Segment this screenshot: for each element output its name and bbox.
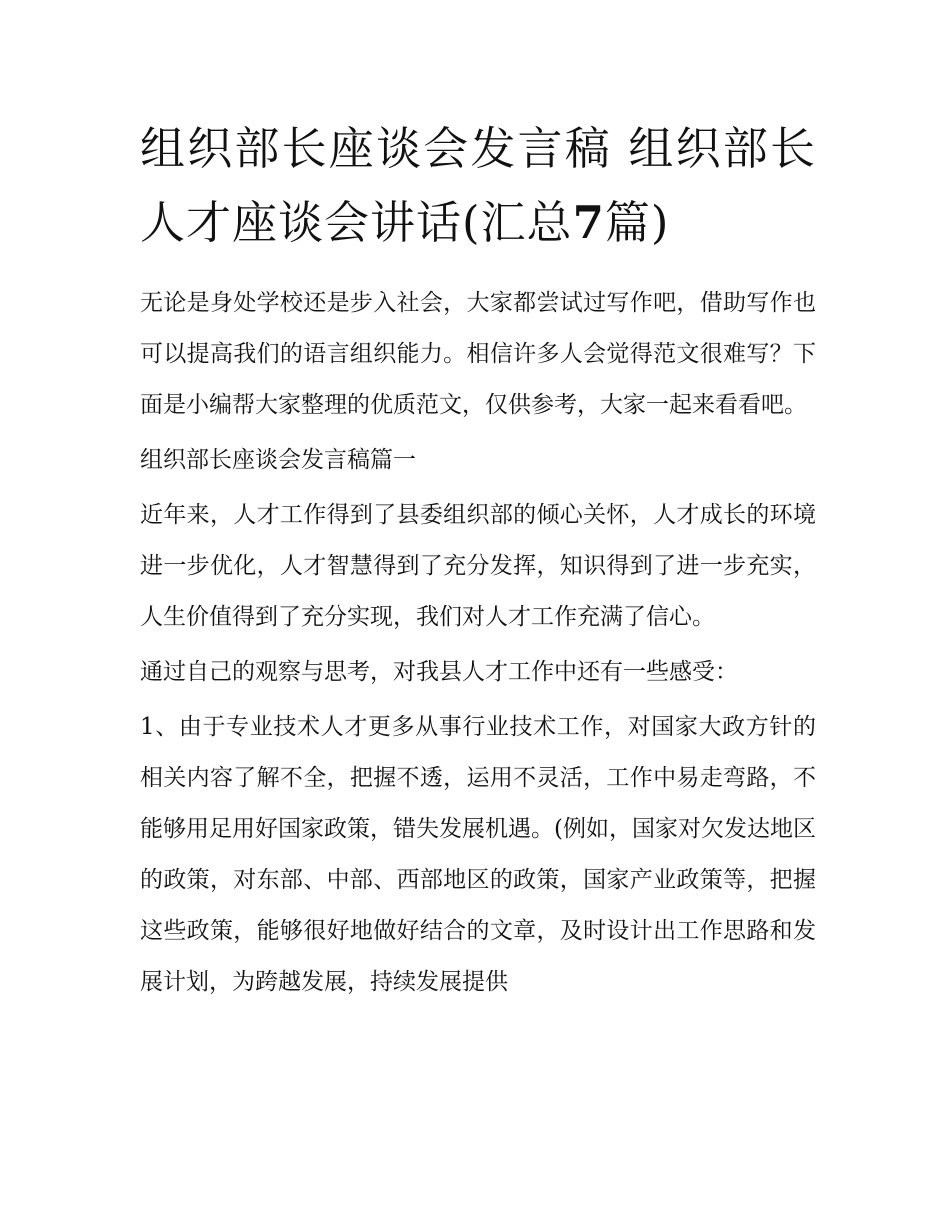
title-text: 组织部长座谈会发言稿 组织部长人才座谈会讲话(汇总 — [140, 122, 816, 249]
intro-paragraph: 无论是身处学校还是步入社会，大家都尝试过写作吧，借助写作也可以提高我们的语言组织能力。相信许多人会觉得范文很难写？下面是小编帮大家整理的优质范文，仅供参考，大家一起来看看吧。 — [140, 290, 816, 418]
body-paragraph-3: 1、由于专业技术人才更多从事行业技术工作，对国家大政方针的相关内容了解不全，把握不透，运用不灵活，工作中易走弯路，不能够用足用好国家政策，错失发展机遇。(例如，国家对欠发达地区的政策，对东部、中部、西部地区的政策，国家产业政策等，把握这些政策，能够很好地做好结合的文章，及时设计出工作思路和发展计划，为跨越发展，持续发展提供 — [140, 714, 816, 995]
section-heading: 组织部长座谈会发言稿篇一 — [140, 447, 416, 473]
document-content — [140, 112, 816, 1008]
body-paragraph-1: 近年来，人才工作得到了县委组织部的倾心关怀，人才成长的环境进一步优化，人才智慧得到了充分发挥，知识得到了进一步充实，人生价值得到了充分实现，我们对人才工作充满了信心。 — [140, 502, 816, 630]
body-paragraph-2: 通过自己的观察与思考，对我县人才工作中还有一些感受： — [140, 659, 738, 685]
title-number: 7 — [572, 196, 605, 249]
title-suffix: 篇) — [604, 196, 670, 249]
document-title — [140, 112, 816, 260]
